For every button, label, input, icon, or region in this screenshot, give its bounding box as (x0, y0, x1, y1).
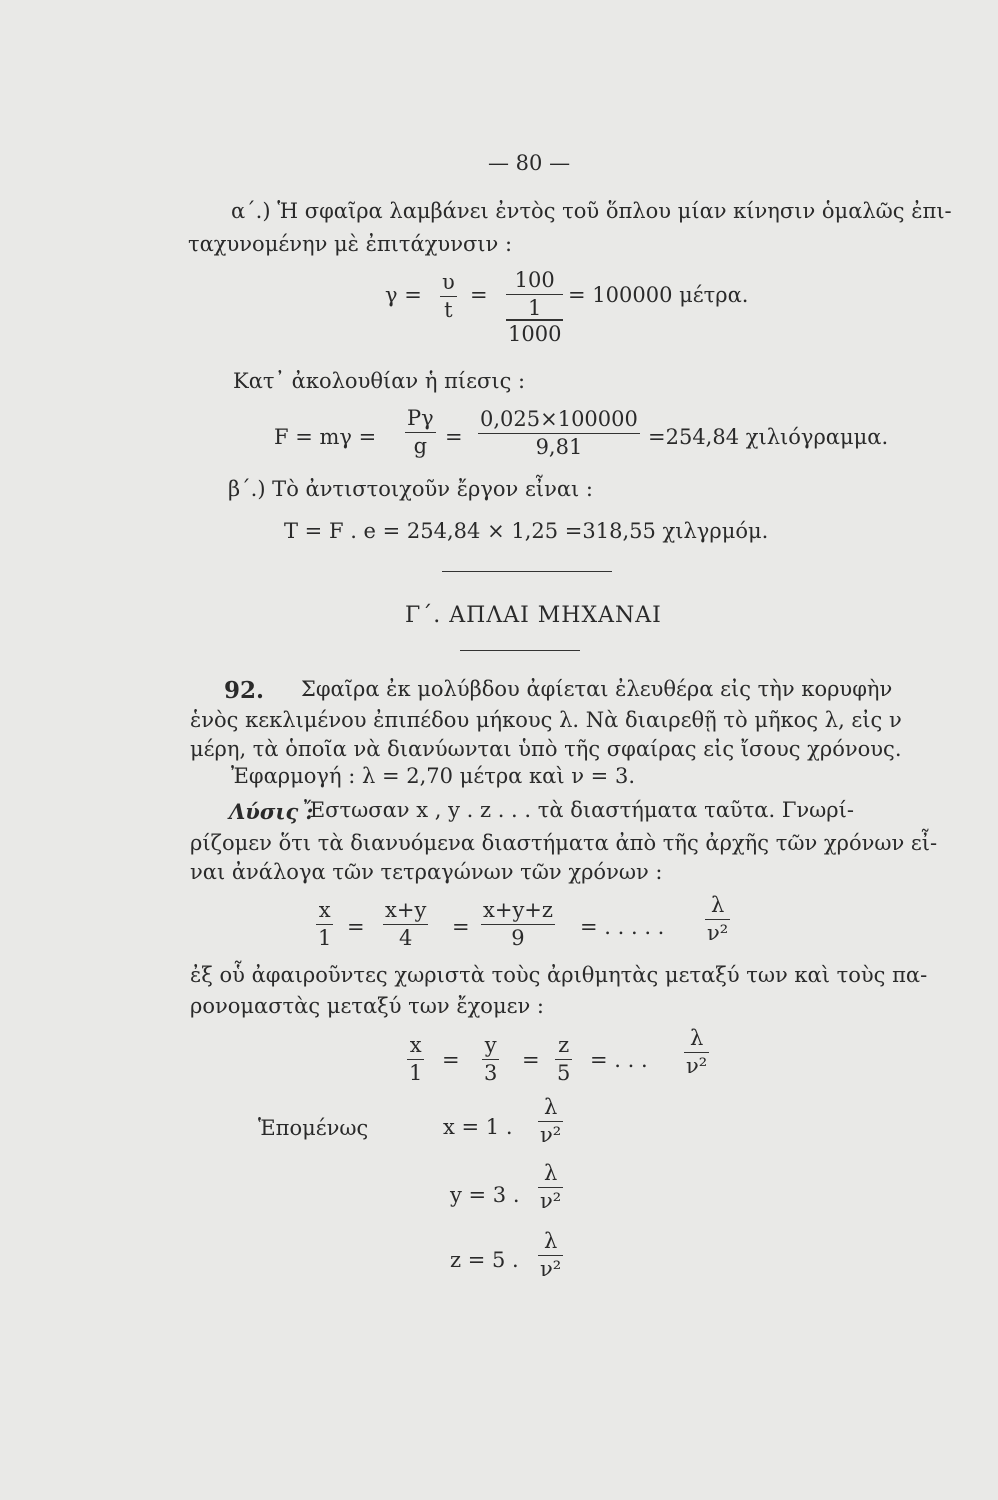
denominator: ν² (540, 1123, 562, 1147)
denominator: g (413, 434, 428, 458)
fraction-v-over-t (440, 272, 457, 321)
y-equation: y = 3 . (450, 1183, 520, 1207)
numerator: x+y+z (483, 898, 553, 922)
ellipsis: = . . . (590, 1048, 648, 1072)
denominator: ν² (707, 921, 729, 945)
numerator: Pγ (407, 406, 434, 430)
denominator: t (444, 298, 453, 322)
problem-line2: ἑνὸς κεκλιμένου ἐπιπέδου μήκους λ. Νὰ διαιρεθῇ τὸ μῆκος λ, εἰς ν (190, 708, 902, 732)
numerator: 100 (514, 268, 555, 292)
eq-sign: = (445, 425, 463, 449)
fraction-xy-4 (383, 900, 428, 949)
numerator: λ (543, 1229, 558, 1253)
denominator: 1 (318, 926, 332, 950)
problem-line1: Σφαῖρα ἐκ μολύβδου ἀφίεται ἐλευθέρα εἰς τὴν κορυφὴν (301, 677, 893, 701)
solution-line3: ναι ἀνάλογα τῶν τετραγώνων τῶν χρόνων : (190, 860, 663, 884)
x-equation: x = 1 . (443, 1115, 513, 1139)
fraction-mass-accel (478, 409, 640, 458)
denominator: ν² (540, 1257, 562, 1281)
problem-number: 92. (224, 677, 265, 704)
denominator: 9 (511, 926, 525, 950)
work-equation: T = F . e = 254,84 × 1,25 =318,55 χιλγρμόμ. (284, 519, 769, 543)
part-b-line: β΄.) Τὸ ἀντιστοιχοῦν ἔργον εἶναι : (228, 477, 594, 501)
inner-numerator: 1 (528, 296, 542, 320)
fraction-z-5 (555, 1035, 572, 1084)
fraction-x-1 (316, 900, 333, 949)
solution-label: Λύσις : (229, 799, 314, 824)
eq-sign: = (522, 1048, 540, 1072)
fraction-y-3 (482, 1035, 499, 1084)
problem-line3: μέρη, τὰ ὁποῖα νὰ διανύωνται ὑπὸ τῆς σφαίρας εἰς ἴσους χρόνους. (190, 737, 902, 761)
part-a-line2: ταχυνομένην μὲ ἐπιτάχυνσιν : (188, 232, 513, 256)
force-lhs: F = mγ = (274, 425, 377, 449)
denominator: 9,81 (535, 435, 583, 459)
denominator: ν² (686, 1054, 708, 1078)
denominator: 1 (409, 1061, 423, 1085)
part-a-line1: α΄.) Ἡ σφαῖρα λαμβάνει ἐντὸς τοῦ ὅπλου μίαν κίνησιν ὁμαλῶς ἐπι- (231, 199, 952, 223)
fraction-x-1 (407, 1035, 424, 1084)
eq-sign: = (470, 283, 488, 307)
eq-lhs: γ = (385, 283, 422, 307)
therefore-label: Ἑπομένως (258, 1116, 369, 1140)
numerator: x+y (385, 898, 427, 922)
solution-line5: ρονομαστὰς μεταξύ των ἔχομεν : (190, 994, 544, 1018)
solution-line1: Ἔστωσαν x , y . z . . . τὰ διαστήματα ταῦτα. Γνωρί- (304, 798, 854, 822)
fraction-lambda-nu2 (684, 1028, 709, 1077)
force-rhs: =254,84 χιλιόγραμμα. (648, 425, 889, 449)
fraction-lambda-nu2 (705, 895, 730, 944)
numerator: λ (543, 1161, 558, 1185)
numerator: λ (543, 1095, 558, 1119)
numerator: 0,025×100000 (480, 407, 638, 431)
eq-sign: = (452, 915, 470, 939)
fraction-lambda-nu2 (538, 1231, 563, 1280)
inner-denominator: 1000 (508, 322, 562, 346)
numerator: x (409, 1033, 422, 1057)
section-title: Γ΄. ΑΠΛΑΙ ΜΗΧΑΝΑΙ (405, 603, 662, 628)
fraction-lambda-nu2 (538, 1097, 563, 1146)
fraction-pg-over-g (405, 408, 436, 457)
numerator: λ (689, 1026, 704, 1050)
denominator: ν² (540, 1189, 562, 1213)
numerator: υ (442, 270, 455, 294)
problem-line4: Ἐφαρμογή : λ = 2,70 μέτρα καὶ ν = 3. (231, 764, 635, 788)
divider-top (442, 571, 612, 572)
ellipsis: = . . . . . (580, 915, 665, 939)
denominator: 3 (484, 1061, 498, 1085)
consequently-line: Κατ᾽ ἀκολουθίαν ἡ πίεσις : (233, 369, 526, 393)
fraction-lambda-nu2 (538, 1163, 563, 1212)
eq-sign: = (347, 915, 365, 939)
z-equation: z = 5 . (450, 1248, 519, 1272)
compound-fraction (506, 270, 563, 345)
page-number: — 80 — (488, 151, 571, 175)
fraction-xyz-9 (481, 900, 555, 949)
eq-sign: = (442, 1048, 460, 1072)
numerator: y (484, 1033, 497, 1057)
denominator: 4 (398, 926, 413, 950)
numerator: x (318, 898, 331, 922)
denominator: 5 (557, 1061, 571, 1085)
numerator: z (558, 1033, 570, 1057)
eq-rhs: = 100000 μέτρα. (568, 283, 749, 307)
divider-bottom (460, 650, 580, 651)
solution-line2: ρίζομεν ὅτι τὰ διανυόμενα διαστήματα ἀπὸ τῆς ἀρχῆς τῶν χρόνων εἶ- (190, 831, 938, 855)
solution-line4: ἐξ οὗ ἀφαιροῦντες χωριστὰ τοὺς ἀριθμητὰς μεταξύ των καὶ τοὺς πα- (190, 963, 928, 987)
numerator: λ (710, 893, 725, 917)
